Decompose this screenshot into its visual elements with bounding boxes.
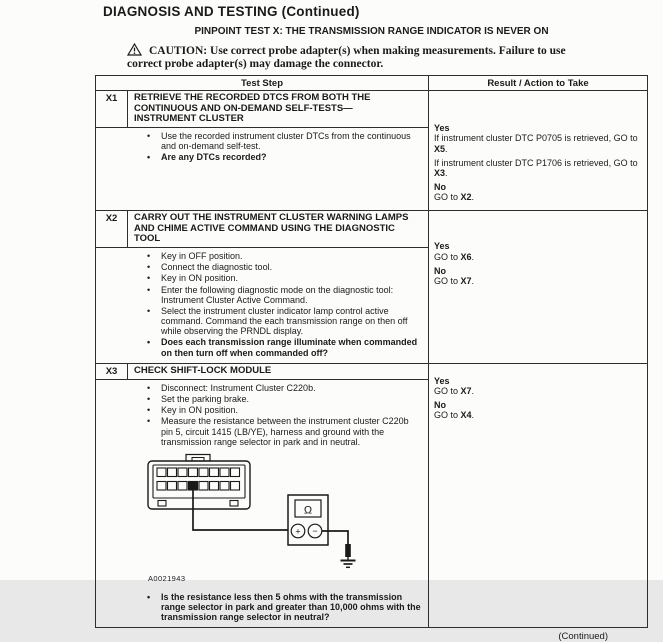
negative-terminal-label: − [312,525,318,536]
test-step-cell [96,364,429,628]
instruction-item: • Key in ON position. [96,405,428,415]
result-action [434,410,641,420]
action-text: GO to [434,275,461,286]
test-step-cell [96,211,429,362]
instruction-question: • Are any DTCs recorded? [96,152,428,162]
column-header-result: Result / Action to Take [487,78,589,90]
test-step-cell [96,91,429,210]
step-id: X1 [96,91,128,127]
test-step-section-x3 [96,364,647,628]
instruction-item: • Connect the diagnostic tool. [96,262,428,272]
result-action [434,192,641,202]
result-label-no: No [434,265,446,276]
result-cell [429,364,647,628]
page-title: DIAGNOSIS AND TESTING (Continued) [103,4,360,19]
result-action [434,133,641,153]
action-text: GO to [434,192,461,203]
action-text-post: . [471,385,475,396]
step-body [96,128,428,210]
result-label-yes: Yes [434,123,450,134]
instruction-item: • Disconnect: Instrument Cluster C220b. [96,383,428,393]
instruction-item: • Key in ON position. [96,273,428,283]
ohm-symbol: Ω [303,504,313,517]
result-label-yes: Yes [434,241,450,252]
result-cell [429,91,647,210]
step-title: RETRIEVE THE RECORDED DTCS FROM BOTH THE CONTINUOUS AND ON-DEMAND SELF-TESTS—INSTRUMENT CLUSTER [134,92,371,124]
ohmmeter-icon [288,495,328,545]
instruction-list [96,251,428,358]
action-target: X5 [434,143,446,154]
action-text: If instrument cluster DTC P0705 is retrieved, GO to [434,133,638,144]
connector-icon [148,454,250,509]
action-target: X3 [434,167,446,178]
step-title: CHECK SHIFT-LOCK MODULE [134,364,272,376]
result-action [434,252,641,262]
result-action [434,276,641,286]
action-target: X7 [460,275,472,286]
warning-icon [127,43,142,56]
pinpoint-test-title: PINPOINT TEST X: THE TRANSMISSION RANGE INDICATOR IS NEVER ON [194,26,549,37]
action-text: If instrument cluster DTC P1706 is retrieved, GO to [434,157,638,168]
action-text: GO to [434,251,461,262]
result-label-yes: Yes [434,375,450,386]
positive-terminal-label: + [295,526,301,537]
result-cell [429,211,647,362]
step-title: CARRY OUT THE INSTRUMENT CLUSTER WARNING LAMPS AND CHIME ACTIVE COMMAND USING THE DIAGNOSTIC TOOL [134,212,409,244]
action-text-post: . [471,410,475,421]
instruction-item: • Enter the following diagnostic mode on the diagnostic tool: Instrument Cluster Active Command. [96,285,428,305]
result-label-no: No [434,400,446,410]
continued-label: (Continued) [558,631,608,642]
step-id: X3 [96,364,128,379]
step-title-row [96,211,428,248]
action-target: X7 [460,385,472,396]
action-text: GO to [434,385,461,396]
action-target: X6 [460,251,472,262]
instruction-question: • Is the resistance less then 5 ohms with the transmission range selector in park and greater than 10,000 ohms with the transmission range selector in neutral? [96,592,428,622]
action-text-post: . [471,275,475,286]
table-header-row [96,76,647,91]
step-id: X2 [96,211,128,247]
result-action [434,158,641,178]
action-text-post: . [471,192,475,203]
instruction-list [96,383,428,447]
column-header-test-step: Test Step [96,76,429,90]
action-text: GO to [434,410,461,421]
ground-symbol-icon [322,531,356,567]
step-title-row [96,364,428,380]
action-target: X4 [460,410,472,421]
action-text-post: . [471,251,475,262]
instruction-item: • Set the parking brake. [96,394,428,404]
step-body [96,248,428,363]
result-action [434,386,641,396]
step-body [96,380,428,627]
resistance-test-figure [146,453,398,573]
instruction-item: • Measure the resistance between the instrument cluster C220b pin 5, circuit 1415 (LB/YE), harness and ground with the transmission range selector in park and in neutral. [96,416,428,446]
result-label-no: No [434,182,446,193]
caution-note [127,43,579,70]
caution-text: CAUTION: Use correct probe adapter(s) when making measurements. Failure to use correct probe adapter(s) may damage the connector. [127,45,566,70]
action-text-post: . [445,143,448,154]
action-target: X2 [460,192,472,203]
instruction-list [96,131,428,162]
pinpoint-test-table [95,75,648,628]
instruction-question: • Does each transmission range illuminate when commanded on then turn off when commanded off? [96,337,428,357]
instruction-item: • Key in OFF position. [96,251,428,261]
instruction-item: • Use the recorded instrument cluster DTCs from the continuous and on-demand self-test. [96,131,428,151]
action-text-post: . [445,167,448,178]
test-step-section-x1 [96,91,647,211]
instruction-item: • Select the instrument cluster indicator lamp control active command. Command the each transmission range on then off while observing the PRNDL display. [96,306,428,336]
step-title-row [96,91,428,128]
figure-label: A0021943 [148,573,186,583]
final-question-list [96,592,428,622]
test-step-section-x2 [96,211,647,363]
